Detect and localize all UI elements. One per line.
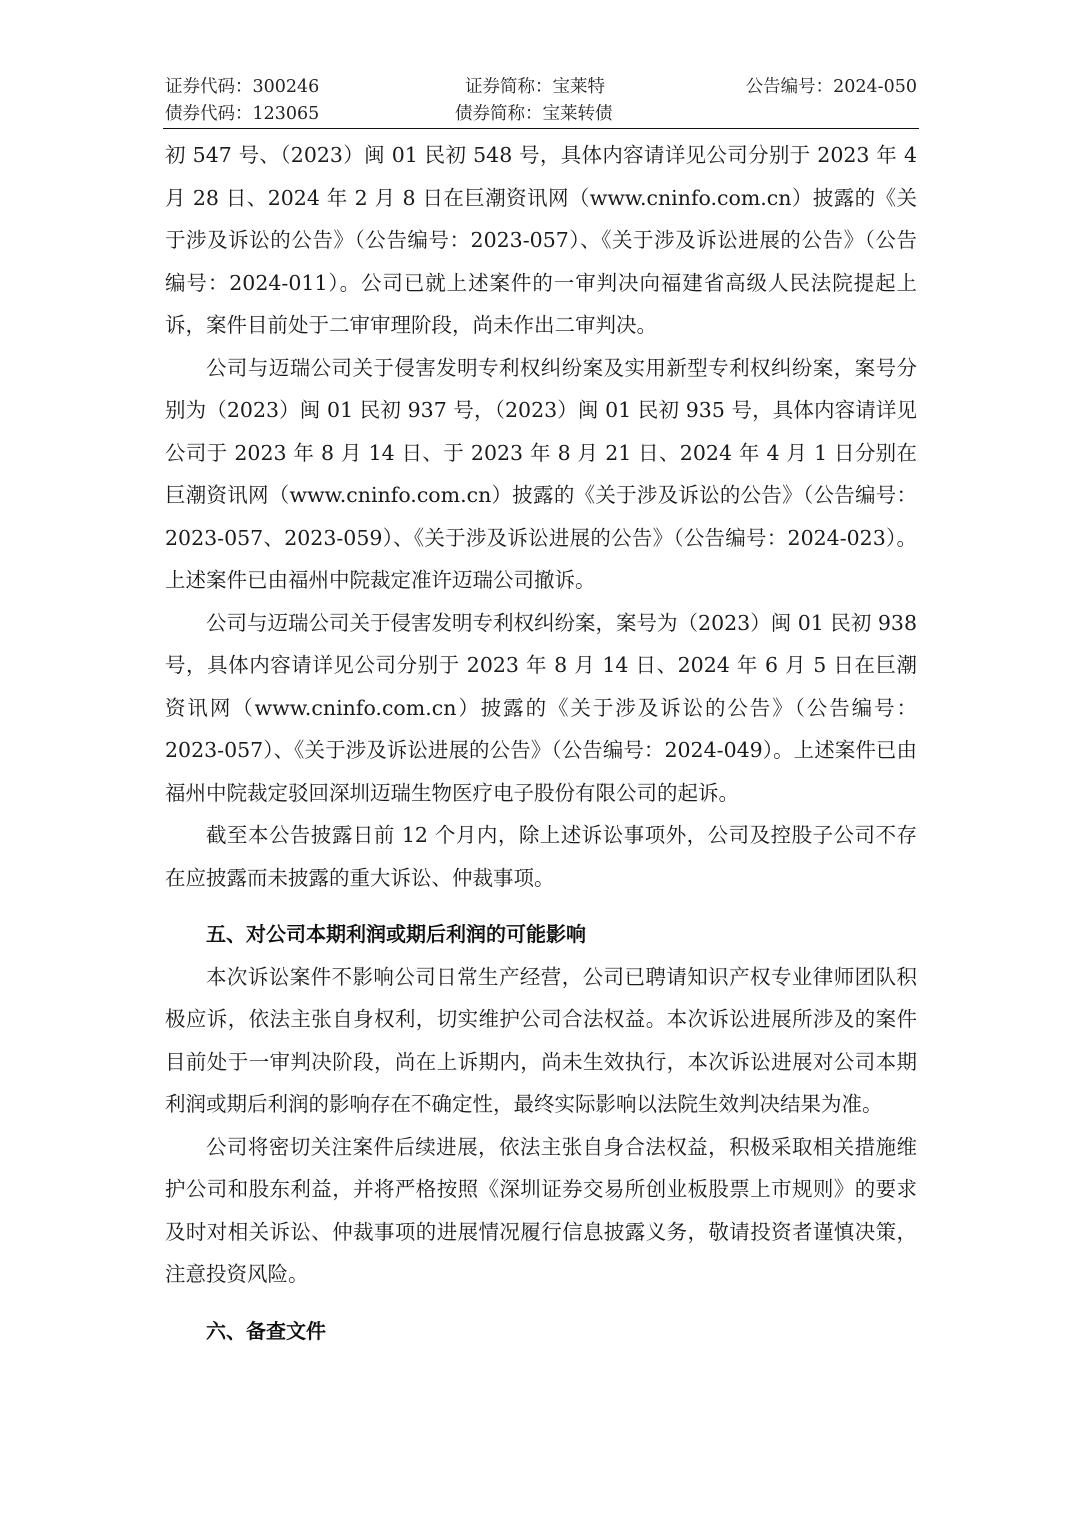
section-5-paragraph-1: 本次诉讼案件不影响公司日常生产经营，公司已聘请知识产权专业律师团队积极应诉，依法主张自身权利，切实维护公司合法权益。本次诉讼进展所涉及的案件目前处于一审判决阶段，尚在上诉期内，尚未生效执行，本次诉讼进展对公司本期利润或期后利润的影响存在不确定性，最终实际影响以法院生效判决结果为准。 [165,964,917,1116]
paragraph-case-937-935: 公司与迈瑞公司关于侵害发明专利权纠纷案及实用新型专利权纠纷案，案号分别为（2023）闽 01 民初 937 号，（2023）闽 01 民初 935 号，具体内容请详见公司于 2023 年 8 月 14 日、于 2023 年 8 月 21 日、2024 年 4 月 1 日分别在巨潮资讯网（www.cninfo.com.cn）披露的《关于涉及诉讼的公告》（公告编号：2023-057、2023-059）、《关于涉及诉讼进展的公告》（公告编号：2024-023）。上述案件已由福州中院裁定准许迈瑞公司撤诉。 [165,355,917,592]
header-divider [163,128,919,129]
header-row-2 [165,101,917,128]
paragraph-case-938: 公司与迈瑞公司关于侵害发明专利权纠纷案，案号为（2023）闽 01 民初 938 号，具体内容请详见公司分别于 2023 年 8 月 14 日、2024 年 6 月 5 日在巨潮资讯网（www.cninfo.com.cn）披露的《关于涉及诉讼的公告》（公告编号：2023-057）、《关于涉及诉讼进展的公告》（公告编号：2024-049）。上述案件已由福州中院裁定驳回深圳迈瑞生物医疗电子股份有限公司的起诉。 [165,610,917,805]
section-6-title: 六、备查文件 [206,1318,326,1343]
bond-code: 债券代码：123065 [165,104,320,124]
bond-abbreviation: 债券简称：宝莱转债 [455,104,613,124]
announcement-number: 公告编号：2024-050 [745,77,917,97]
header-row-1 [165,74,917,101]
document-body [165,134,917,1352]
stock-code: 证券代码：300246 [165,77,320,97]
page-header [165,74,917,128]
paragraph-no-other-litigation: 截至本公告披露日前 12 个月内，除上述诉讼事项外，公司及控股子公司不存在应披露而未披露的重大诉讼、仲裁事项。 [165,823,917,890]
section-5-paragraph-2: 公司将密切关注案件后续进展，依法主张自身合法权益，积极采取相关措施维护公司和股东利益，并将严格按照《深圳证券交易所创业板股票上市规则》的要求及时对相关诉讼、仲裁事项的进展情况履行信息披露义务，敬请投资者谨慎决策，注意投资风险。 [165,1134,917,1286]
section-5-title: 五、对公司本期利润或期后利润的可能影响 [206,922,586,946]
paragraph-continuation: 初 547 号、（2023）闽 01 民初 548 号，具体内容请详见公司分别于 2023 年 4 月 28 日、2024 年 2 月 8 日在巨潮资讯网（www.cninfo.com.cn）披露的《关于涉及诉讼的公告》（公告编号：2023-057）、《关于涉及诉讼进展的公告》（公告编号：2024-011）。公司已就上述案件的一审判决向福建省高级人民法院提起上诉，案件目前处于二审审理阶段，尚未作出二审判决。 [165,143,917,337]
stock-abbreviation: 证券简称：宝莱特 [465,77,605,97]
